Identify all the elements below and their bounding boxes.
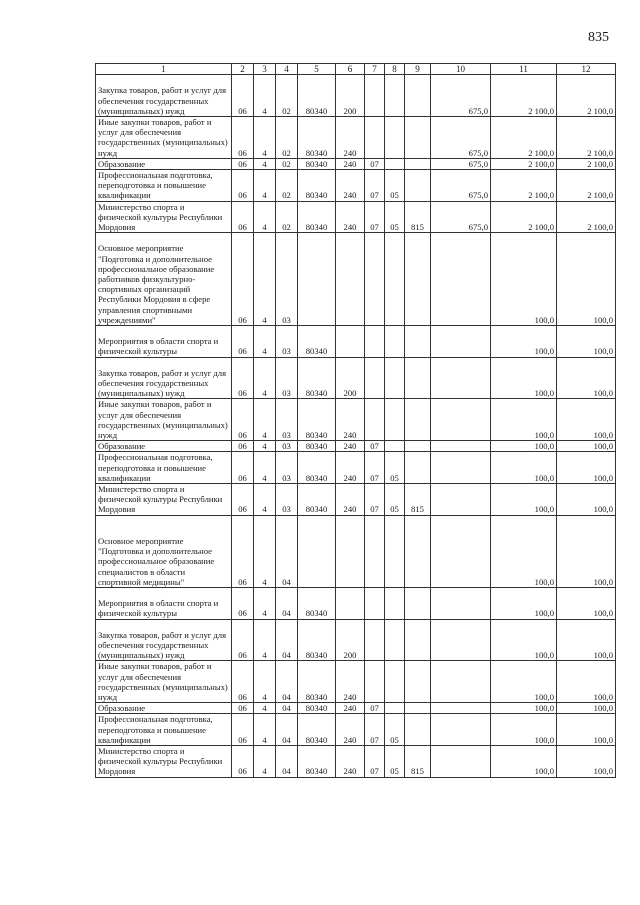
row-code-4: 03 [276, 452, 298, 484]
column-header: 9 [405, 64, 431, 75]
row-code-4: 02 [276, 201, 298, 233]
row-name: Закупка товаров, работ и услуг для обеспечения государственных (муниципальных) нужд [96, 357, 232, 399]
row-code-4: 04 [276, 515, 298, 587]
row-code-3: 4 [254, 201, 276, 233]
row-value-10: 675,0 [431, 117, 491, 159]
row-value-10 [431, 441, 491, 452]
row-code-5: 80340 [298, 588, 336, 620]
row-code-9 [405, 399, 431, 441]
row-code-8: 05 [385, 452, 405, 484]
row-code-7 [365, 357, 385, 399]
row-code-6 [336, 233, 365, 326]
row-code-3: 4 [254, 588, 276, 620]
row-code-8 [385, 158, 405, 169]
row-code-9 [405, 117, 431, 159]
row-code-8 [385, 441, 405, 452]
row-code-5: 80340 [298, 619, 336, 661]
row-value-12: 100,0 [557, 746, 616, 778]
row-code-6: 240 [336, 441, 365, 452]
row-code-5: 80340 [298, 484, 336, 516]
row-code-4: 04 [276, 588, 298, 620]
row-code-8 [385, 75, 405, 117]
row-value-12: 100,0 [557, 484, 616, 516]
row-value-10 [431, 515, 491, 587]
row-code-9 [405, 158, 431, 169]
row-code-4: 04 [276, 714, 298, 746]
row-value-11: 100,0 [491, 326, 557, 358]
table-row [96, 588, 616, 620]
row-code-6 [336, 515, 365, 587]
row-code-6: 240 [336, 170, 365, 202]
row-code-7 [365, 619, 385, 661]
row-value-11: 100,0 [491, 515, 557, 587]
row-value-10: 675,0 [431, 170, 491, 202]
row-code-8 [385, 588, 405, 620]
row-code-5: 80340 [298, 441, 336, 452]
table-row [96, 703, 616, 714]
row-value-12: 2 100,0 [557, 158, 616, 169]
row-name: Мероприятия в области спорта и физической культуры [96, 588, 232, 620]
row-code-5 [298, 515, 336, 587]
row-code-6: 240 [336, 746, 365, 778]
row-code-6: 240 [336, 399, 365, 441]
row-code-7 [365, 233, 385, 326]
row-code-4: 02 [276, 117, 298, 159]
row-code-2: 06 [232, 484, 254, 516]
table-row [96, 170, 616, 202]
row-name: Закупка товаров, работ и услуг для обеспечения государственных (муниципальных) нужд [96, 75, 232, 117]
row-code-6: 240 [336, 703, 365, 714]
row-value-12: 2 100,0 [557, 201, 616, 233]
row-code-2: 06 [232, 399, 254, 441]
row-value-10 [431, 399, 491, 441]
row-code-6 [336, 326, 365, 358]
row-value-11: 100,0 [491, 703, 557, 714]
row-code-3: 4 [254, 75, 276, 117]
table-row [96, 441, 616, 452]
column-header: 11 [491, 64, 557, 75]
row-value-12: 100,0 [557, 661, 616, 703]
row-code-9 [405, 661, 431, 703]
row-code-7 [365, 588, 385, 620]
row-code-5: 80340 [298, 399, 336, 441]
row-name: Образование [96, 703, 232, 714]
row-value-11: 100,0 [491, 714, 557, 746]
row-code-6: 200 [336, 619, 365, 661]
row-code-4: 04 [276, 619, 298, 661]
row-value-10: 675,0 [431, 201, 491, 233]
row-value-11: 100,0 [491, 233, 557, 326]
column-header: 5 [298, 64, 336, 75]
row-name: Образование [96, 158, 232, 169]
row-code-6: 240 [336, 484, 365, 516]
table-row [96, 515, 616, 587]
row-name: Иные закупки товаров, работ и услуг для обеспечения государственных (муниципальных) нужд [96, 399, 232, 441]
row-code-4: 03 [276, 441, 298, 452]
row-value-12: 100,0 [557, 619, 616, 661]
row-code-6: 240 [336, 714, 365, 746]
row-value-11: 100,0 [491, 588, 557, 620]
row-value-10 [431, 619, 491, 661]
table-row [96, 484, 616, 516]
row-code-9: 815 [405, 746, 431, 778]
table-row [96, 399, 616, 441]
row-code-6: 240 [336, 201, 365, 233]
row-code-4: 04 [276, 746, 298, 778]
table-row [96, 233, 616, 326]
row-code-4: 03 [276, 233, 298, 326]
row-value-11: 2 100,0 [491, 75, 557, 117]
row-code-8: 05 [385, 201, 405, 233]
row-code-4: 03 [276, 357, 298, 399]
row-code-2: 06 [232, 75, 254, 117]
row-code-7: 07 [365, 714, 385, 746]
row-value-11: 100,0 [491, 484, 557, 516]
row-code-9 [405, 326, 431, 358]
row-code-8: 05 [385, 484, 405, 516]
table-row [96, 326, 616, 358]
row-value-11: 100,0 [491, 746, 557, 778]
row-code-4: 02 [276, 75, 298, 117]
row-code-3: 4 [254, 661, 276, 703]
row-value-10 [431, 746, 491, 778]
row-code-7: 07 [365, 703, 385, 714]
row-code-2: 06 [232, 170, 254, 202]
row-code-7: 07 [365, 746, 385, 778]
row-code-9 [405, 170, 431, 202]
row-code-2: 06 [232, 714, 254, 746]
row-code-5: 80340 [298, 452, 336, 484]
row-code-3: 4 [254, 357, 276, 399]
row-code-4: 02 [276, 158, 298, 169]
row-code-7: 07 [365, 170, 385, 202]
row-code-7: 07 [365, 441, 385, 452]
row-code-4: 03 [276, 399, 298, 441]
row-name: Мероприятия в области спорта и физической культуры [96, 326, 232, 358]
row-code-4: 03 [276, 326, 298, 358]
row-code-8 [385, 233, 405, 326]
row-value-10 [431, 452, 491, 484]
row-code-2: 06 [232, 158, 254, 169]
row-code-7: 07 [365, 158, 385, 169]
table-row [96, 714, 616, 746]
row-code-5: 80340 [298, 703, 336, 714]
row-code-8 [385, 117, 405, 159]
row-code-6: 200 [336, 75, 365, 117]
column-header: 3 [254, 64, 276, 75]
row-code-7 [365, 117, 385, 159]
row-code-2: 06 [232, 357, 254, 399]
row-code-6: 240 [336, 117, 365, 159]
row-code-7 [365, 399, 385, 441]
row-code-8: 05 [385, 714, 405, 746]
row-name: Министерство спорта и физической культуры Республики Мордовия [96, 484, 232, 516]
row-code-7: 07 [365, 484, 385, 516]
row-name: Профессиональная подготовка, переподготовка и повышение квалификации [96, 170, 232, 202]
row-code-3: 4 [254, 714, 276, 746]
row-code-2: 06 [232, 703, 254, 714]
row-code-8 [385, 399, 405, 441]
row-value-11: 2 100,0 [491, 201, 557, 233]
row-value-11: 100,0 [491, 399, 557, 441]
column-header: 4 [276, 64, 298, 75]
row-code-7: 07 [365, 201, 385, 233]
row-code-3: 4 [254, 233, 276, 326]
table-row [96, 201, 616, 233]
row-name: Основное мероприятие "Подготовка и дополнительное профессиональное образование специалистов в области спортивной медицины" [96, 515, 232, 587]
row-value-12: 100,0 [557, 441, 616, 452]
row-code-5: 80340 [298, 746, 336, 778]
row-value-12: 100,0 [557, 515, 616, 587]
row-code-2: 06 [232, 661, 254, 703]
row-code-9 [405, 714, 431, 746]
row-code-3: 4 [254, 117, 276, 159]
row-code-3: 4 [254, 170, 276, 202]
row-code-8 [385, 703, 405, 714]
row-name: Иные закупки товаров, работ и услуг для обеспечения государственных (муниципальных) нужд [96, 117, 232, 159]
row-name: Министерство спорта и физической культуры Республики Мордовия [96, 746, 232, 778]
row-code-9 [405, 588, 431, 620]
row-code-5: 80340 [298, 158, 336, 169]
table-row [96, 619, 616, 661]
column-header: 2 [232, 64, 254, 75]
row-code-8: 05 [385, 170, 405, 202]
row-name: Иные закупки товаров, работ и услуг для обеспечения государственных (муниципальных) нужд [96, 661, 232, 703]
row-code-8 [385, 661, 405, 703]
column-header: 8 [385, 64, 405, 75]
row-code-9 [405, 75, 431, 117]
row-value-12: 2 100,0 [557, 117, 616, 159]
row-value-11: 100,0 [491, 441, 557, 452]
table-body [96, 64, 616, 778]
row-value-11: 2 100,0 [491, 158, 557, 169]
row-code-8 [385, 326, 405, 358]
row-code-5: 80340 [298, 326, 336, 358]
row-code-2: 06 [232, 117, 254, 159]
row-value-10 [431, 484, 491, 516]
row-value-10 [431, 714, 491, 746]
row-value-10: 675,0 [431, 75, 491, 117]
row-code-9: 815 [405, 484, 431, 516]
row-code-2: 06 [232, 326, 254, 358]
row-code-6: 240 [336, 452, 365, 484]
row-code-2: 06 [232, 201, 254, 233]
row-code-9 [405, 515, 431, 587]
row-code-2: 06 [232, 515, 254, 587]
table-row [96, 75, 616, 117]
row-code-6: 240 [336, 158, 365, 169]
table-row [96, 746, 616, 778]
row-value-10: 675,0 [431, 158, 491, 169]
row-code-2: 06 [232, 441, 254, 452]
budget-table [95, 63, 616, 778]
row-code-2: 06 [232, 588, 254, 620]
row-code-5: 80340 [298, 201, 336, 233]
row-code-4: 04 [276, 703, 298, 714]
row-value-10 [431, 326, 491, 358]
row-code-3: 4 [254, 619, 276, 661]
row-value-12: 100,0 [557, 714, 616, 746]
row-value-11: 100,0 [491, 661, 557, 703]
row-value-12: 100,0 [557, 357, 616, 399]
row-code-6: 240 [336, 661, 365, 703]
table-row [96, 158, 616, 169]
row-code-9 [405, 703, 431, 714]
row-value-12: 100,0 [557, 588, 616, 620]
row-code-3: 4 [254, 515, 276, 587]
row-name: Основное мероприятие "Подготовка и дополнительное профессиональное образование работников физкультурно-спортивных организаций Республики Мордовия в сфере управления спортивными учреждениями" [96, 233, 232, 326]
row-code-4: 02 [276, 170, 298, 202]
row-value-12: 100,0 [557, 233, 616, 326]
table-row [96, 452, 616, 484]
row-code-5: 80340 [298, 661, 336, 703]
row-code-9: 815 [405, 201, 431, 233]
row-value-10 [431, 357, 491, 399]
row-code-5: 80340 [298, 75, 336, 117]
row-name: Образование [96, 441, 232, 452]
row-code-3: 4 [254, 452, 276, 484]
row-code-7 [365, 515, 385, 587]
row-code-8: 05 [385, 746, 405, 778]
row-code-6 [336, 588, 365, 620]
row-value-10 [431, 703, 491, 714]
row-code-2: 06 [232, 233, 254, 326]
row-value-11: 2 100,0 [491, 170, 557, 202]
row-code-3: 4 [254, 441, 276, 452]
row-code-9 [405, 452, 431, 484]
row-code-2: 06 [232, 746, 254, 778]
row-code-5: 80340 [298, 170, 336, 202]
row-value-12: 100,0 [557, 452, 616, 484]
column-header: 12 [557, 64, 616, 75]
row-value-12: 100,0 [557, 703, 616, 714]
row-value-10 [431, 233, 491, 326]
table-header-row [96, 64, 616, 75]
row-name: Министерство спорта и физической культуры Республики Мордовия [96, 201, 232, 233]
row-code-8 [385, 515, 405, 587]
row-name: Профессиональная подготовка, переподготовка и повышение квалификации [96, 452, 232, 484]
row-code-7: 07 [365, 452, 385, 484]
row-code-9 [405, 357, 431, 399]
row-code-3: 4 [254, 703, 276, 714]
row-code-3: 4 [254, 484, 276, 516]
row-code-6: 200 [336, 357, 365, 399]
row-name: Профессиональная подготовка, переподготовка и повышение квалификации [96, 714, 232, 746]
row-code-8 [385, 619, 405, 661]
row-value-10 [431, 661, 491, 703]
row-code-3: 4 [254, 746, 276, 778]
row-code-8 [385, 357, 405, 399]
column-header: 1 [96, 64, 232, 75]
row-code-5 [298, 233, 336, 326]
row-name: Закупка товаров, работ и услуг для обеспечения государственных (муниципальных) нужд [96, 619, 232, 661]
row-code-7 [365, 326, 385, 358]
row-code-2: 06 [232, 619, 254, 661]
row-code-2: 06 [232, 452, 254, 484]
row-code-7 [365, 661, 385, 703]
row-value-12: 100,0 [557, 326, 616, 358]
row-value-11: 100,0 [491, 619, 557, 661]
row-code-3: 4 [254, 399, 276, 441]
row-code-4: 04 [276, 661, 298, 703]
row-code-3: 4 [254, 326, 276, 358]
row-code-4: 03 [276, 484, 298, 516]
row-code-3: 4 [254, 158, 276, 169]
column-header: 10 [431, 64, 491, 75]
row-value-11: 100,0 [491, 452, 557, 484]
row-code-7 [365, 75, 385, 117]
row-code-9 [405, 233, 431, 326]
column-header: 6 [336, 64, 365, 75]
row-code-9 [405, 441, 431, 452]
row-value-12: 2 100,0 [557, 75, 616, 117]
page-number: 835 [588, 30, 609, 45]
table-row [96, 661, 616, 703]
row-code-5: 80340 [298, 357, 336, 399]
table-row [96, 357, 616, 399]
row-code-5: 80340 [298, 117, 336, 159]
row-code-5: 80340 [298, 714, 336, 746]
row-value-12: 2 100,0 [557, 170, 616, 202]
row-code-9 [405, 619, 431, 661]
row-value-11: 100,0 [491, 357, 557, 399]
row-value-12: 100,0 [557, 399, 616, 441]
column-header: 7 [365, 64, 385, 75]
row-value-11: 2 100,0 [491, 117, 557, 159]
table-row [96, 117, 616, 159]
row-value-10 [431, 588, 491, 620]
